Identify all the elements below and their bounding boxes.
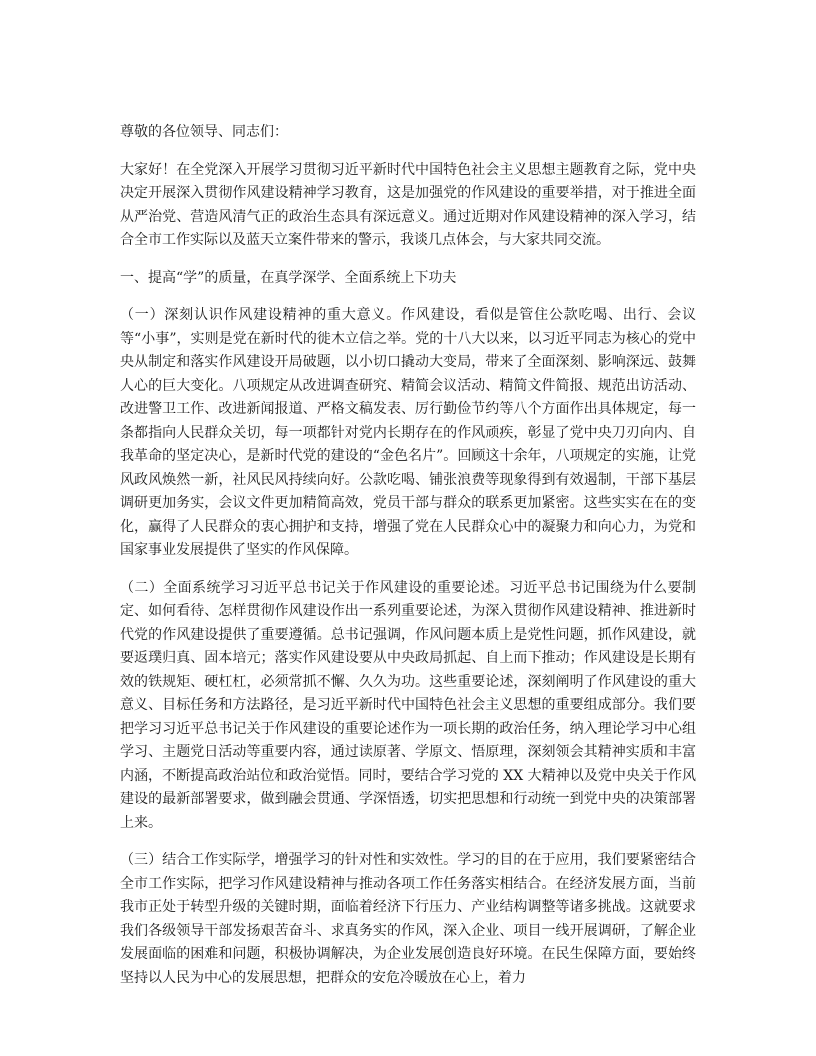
subsection-paragraph-3: （三）结合工作实际学，增强学习的针对性和实效性。学习的目的在于应用，我们要紧密结合全市工作实际，把学习作风建设精神与推动各项工作任务落实相结合。在经济发展方面，当前我市正处于转型升级的关键时期，面临着经济下行压力、产业结构调整等诸多挑战。这就要求我们各级领导干部发扬艰苦奋斗、求真务实的作风，深入企业、项目一线开展调研，了解企业发展面临的困难和问题，积极协调解决，为企业发展创造良好环境。在民生保障方面，要始终坚持以人民为中心的发展思想，把群众的安危冷暖放在心上，着力 bbox=[120, 852, 696, 986]
subsection-paragraph-2: （二）全面系统学习习近平总书记关于作风建设的重要论述。习近平总书记围绕为什么要制定、如何看待、怎样贯彻作风建设作出一系列重要论述，为深入贯彻作风建设精神、推进新时代党的作风建设提供了重要遵循。总书记强调，作风问题本质上是党性问题，抓作风建设，就要返璞归真、固本培元；落实作风建设要从中央政局抓起、自上而下推动；作风建设是长期有效的铁规矩、硬杠杠，必须常抓不懈、久久为功。这些重要论述，深刻阐明了作风建设的重大意义、目标任务和方法路径，是习近平新时代中国特色社会主义思想的重要组成部分。我们要把学习习近平总书记关于作风建设的重要论述作为一项长期的政治任务，纳入理论学习中心组学习、主题党日活动等重要内容，通过读原著、学原文、悟原理，深刻领会其精神实质和丰富内涵，不断提高政治站位和政治觉悟。同时，要结合学习党的 XX 大精神以及党中央关于作风建设的最新部署要求，做到融会贯通、学深悟透，切实把思想和行动统一到党中央的决策部署上来。 bbox=[120, 579, 696, 831]
section-heading-1: 一、提高“学”的质量，在真学深学、全面系统上下功夫 bbox=[120, 269, 457, 286]
subsection-paragraph-1: （一）深刻认识作风建设精神的重大意义。作风建设，看似是管住公款吃喝、出行、会议等“小事”，实则是党在新时代的徙木立信之举。党的十八大以来，以习近平同志为核心的党中央从制定和落实作风建设开局破题，以小切口撬动大变局，带来了全面深刻、影响深远、鼓舞人心的巨大变化。八项规定从改进调查研究、精简会议活动、精简文件简报、规范出访活动、改进警卫工作、改进新闻报道、严格文稿发表、厉行勤俭节约等八个方面作出具体规定，每一条都指向人民群众关切，每一项都针对党内长期存在的作风顽疾，彰显了党中央刀刃向内、自我革命的坚定决心，是新时代党的建设的“金色名片”。回顾这十余年，八项规定的实施，让党风政风焕然一新，社风民风持续向好。公款吃喝、铺张浪费等现象得到有效遏制，干部下基层调研更加务实，会议文件更加精简高效，党员干部与群众的联系更加紧密。这些实实在在的变化，赢得了人民群众的衷心拥护和支持，增强了党在人民群众心中的凝聚力和向心力，为党和国家事业发展提供了坚实的作风保障。 bbox=[120, 307, 696, 558]
intro-paragraph: 大家好！在全党深入开展学习贯彻习近平新时代中国特色社会主义思想主题教育之际，党中央决定开展深入贯彻作风建设精神学习教育，这是加强党的作风建设的重要举措，对于推进全面从严治党、营造风清气正的政治生态具有深远意义。通过近期对作风建设精神的深入学习，结合全市工作实际以及蓝天立案件带来的警示，我谈几点体会，与大家共同交流。 bbox=[120, 161, 696, 248]
document-body bbox=[120, 121, 696, 1004]
greeting-line: 尊敬的各位领导、同志们： bbox=[120, 124, 288, 140]
